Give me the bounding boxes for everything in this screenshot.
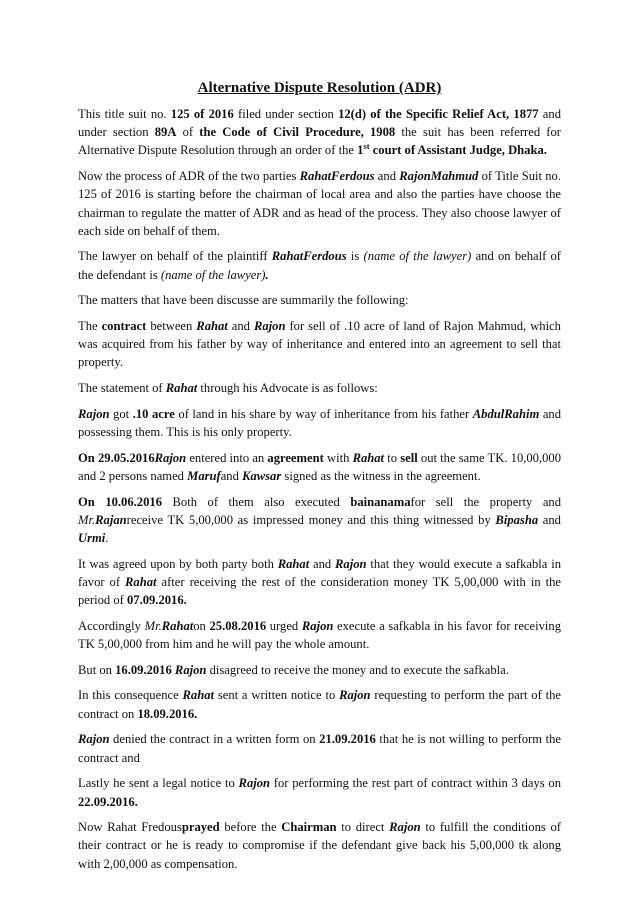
document-title: Alternative Dispute Resolution (ADR) xyxy=(197,80,442,96)
name-rajon: Rajon xyxy=(301,618,334,633)
name-rajon: Rajon xyxy=(154,450,187,465)
text: is xyxy=(346,249,364,264)
text: In this consequence xyxy=(78,688,183,703)
code-reference: the Code of Civil Procedure, 1908 xyxy=(199,125,396,140)
text: Now the process of ADR of the two parties xyxy=(78,169,300,184)
paragraph-matters-intro: The matters that have been discusse are summarily the following: xyxy=(78,293,409,308)
text: But on xyxy=(78,662,116,677)
text: urged xyxy=(266,618,302,633)
name-bipasha: Bipasha xyxy=(495,512,539,527)
paragraph-adr-process xyxy=(78,167,561,240)
text: The xyxy=(78,319,102,334)
text: . xyxy=(265,267,269,282)
paragraph-statement-intro xyxy=(78,379,561,397)
paragraph-agreement xyxy=(78,449,561,485)
paragraph-denied xyxy=(78,730,561,766)
text: entered into an xyxy=(186,450,268,465)
text: through his Advocate is as follows: xyxy=(197,381,378,396)
text: It was agreed upon by both party both xyxy=(78,556,278,571)
name-rahat: Rahat xyxy=(165,381,198,396)
name-rajon: Rajon xyxy=(174,662,207,677)
date: On 10.06.2016 xyxy=(78,494,162,509)
date: 07.09.2016. xyxy=(126,593,187,608)
name-rajon: Rajon xyxy=(339,688,371,703)
text: receive TK 5,00,000 as impressed money and this thing witnessed by xyxy=(126,512,496,527)
name-urmi: Urmi xyxy=(78,531,106,546)
name-rahat: Rahat xyxy=(196,319,228,334)
date: 22.09.2016. xyxy=(78,794,138,809)
name-rahat: Rahat xyxy=(277,556,310,571)
date: On 29.05.2016 xyxy=(78,450,155,465)
text: of xyxy=(176,125,200,140)
name-rajon: Rajon xyxy=(389,820,421,835)
name-rajon: Rajon xyxy=(78,406,110,421)
paragraph-prayer xyxy=(78,818,561,873)
text: for performing the rest part of contract within 3 days on xyxy=(270,776,561,791)
text: This title suit no. xyxy=(78,107,171,121)
text: The lawyer on behalf of the plaintiff xyxy=(78,249,272,264)
party-plaintiff: RahatFerdous xyxy=(271,249,347,264)
date: 16.09.2016 xyxy=(115,662,172,677)
defendant-lawyer-placeholder: (name of the lawyer) xyxy=(160,267,266,282)
text: Lastly he sent a legal notice to xyxy=(78,776,239,791)
keyword-sell: sell xyxy=(400,450,418,465)
text: execute a safkabla in his favor for receiving TK 5,00,000 from him and he will pay the whole amount. xyxy=(78,618,562,652)
text: for sell the property and xyxy=(410,494,562,509)
date: 18.09.2016. xyxy=(137,706,198,721)
party-plaintiff: RahatFerdous xyxy=(299,169,375,184)
text: and xyxy=(227,319,254,334)
text: out the same TK. 10,00,000 and 2 persons named xyxy=(78,450,562,483)
name-rahat: Rahat xyxy=(352,450,385,465)
name-maruf: Maruf xyxy=(187,468,221,483)
text: to xyxy=(384,450,401,465)
text: and xyxy=(220,468,243,483)
text: that he is not willing to perform the contract and xyxy=(78,732,561,765)
text: that they would execute a safkabla in favor of xyxy=(78,556,561,589)
paragraph-contract xyxy=(78,317,561,372)
text: disagreed to receive the money and to execute the safkabla. xyxy=(206,662,509,677)
name-rajon: Rajon xyxy=(238,776,271,791)
section-89a: 89A xyxy=(154,125,177,140)
name-rajon: Rajon xyxy=(335,556,367,571)
text: signed as the witness in the agreement. xyxy=(281,468,481,483)
keyword-contract: contract xyxy=(101,319,147,334)
paragraph-suit-referral xyxy=(78,105,561,160)
paragraph-safkabla-agreement xyxy=(78,555,561,610)
land-area: .10 acre xyxy=(132,406,175,421)
text: and xyxy=(309,556,336,571)
text: with xyxy=(323,450,353,465)
paragraph-lawyers xyxy=(78,247,561,283)
text: got xyxy=(109,406,133,421)
title-mr: Mr. xyxy=(144,618,162,633)
suit-number: 125 of 2016 xyxy=(170,107,234,121)
date: 25.08.2016 xyxy=(209,618,267,633)
text: . xyxy=(105,531,109,546)
paragraph-bainanama xyxy=(78,493,561,548)
text: Accordingly xyxy=(78,618,145,633)
name-rajon: Rajon xyxy=(253,319,286,334)
keyword-bainanama: bainanama xyxy=(350,494,411,509)
court-name: court of Assistant Judge, Dhaka. xyxy=(369,143,547,158)
text: between xyxy=(146,319,197,334)
name-rajan: Rajan xyxy=(95,512,127,527)
paragraph-urged xyxy=(78,617,561,653)
text: sent a written notice to xyxy=(214,688,340,703)
plaintiff-lawyer-placeholder: (name of the lawyer) xyxy=(363,249,472,264)
text: for sell of .10 acre of land of Rajon Mahmud, which was acquired from his father by way of inheritance and entered into an agreement to sell that property. xyxy=(78,319,561,370)
keyword-agreement: agreement xyxy=(267,450,324,465)
text: and under section xyxy=(78,107,561,140)
court-ordinal: st xyxy=(363,141,370,152)
paragraph-legal-notice xyxy=(78,774,561,810)
party-defendant: RajonMahmud xyxy=(399,169,479,184)
text: denied the contract in a written form on xyxy=(109,732,320,747)
name-father: AbdulRahim xyxy=(472,406,540,421)
name-rahat: Rahat xyxy=(182,688,214,703)
text: Both of them also executed xyxy=(162,494,351,509)
text: and xyxy=(538,512,561,527)
name-rahat: Rahat xyxy=(161,618,194,633)
date: 21.09.2016 xyxy=(319,732,376,747)
court-number: 1 xyxy=(357,143,364,158)
text: and possessing them. This is his only property. xyxy=(78,406,561,440)
paragraph-inheritance xyxy=(78,405,561,441)
keyword-chairman: Chairman xyxy=(281,820,337,835)
name-rahat: Rahat xyxy=(125,574,157,589)
title-mr: Mr. xyxy=(78,512,96,527)
text: before the xyxy=(219,820,282,835)
text: on xyxy=(193,618,210,633)
text: filed under section xyxy=(233,107,339,121)
text: of land in his share by way of inheritance from his father xyxy=(174,406,473,421)
text: to direct xyxy=(336,820,390,835)
keyword-prayed: prayed xyxy=(181,820,220,835)
paragraph-written-notice xyxy=(78,686,561,722)
text: and xyxy=(374,169,400,184)
text: and on behalf of the defendant is xyxy=(78,249,562,282)
paragraph-disagreed xyxy=(78,661,561,679)
text: Now Rahat Fredous xyxy=(78,820,182,835)
section-reference: 12(d) of the Specific Relief Act, 1877 xyxy=(338,107,539,121)
name-rajon: Rajon xyxy=(78,732,110,747)
text: requesting to perform the part of the contract on xyxy=(78,688,561,721)
text: of Title Suit no. 125 of 2016 is starting before the chairman of local area and also the parties have choose the chairman to regulate the matter of ADR and as head of the process. They also choose lawyer of each side on behalf of them. xyxy=(78,169,562,238)
text: after receiving the rest of the consideration money TK 5,00,000 with in the period of xyxy=(78,574,562,608)
text: to fulfill the conditions of their contract or he is ready to compromise if the defendant give back his 5,00,000 tk along with 2,00,000 as compensation. xyxy=(78,820,561,871)
name-kawsar: Kawsar xyxy=(242,468,282,483)
text: the suit has been referred for Alternative Dispute Resolution through an order of the xyxy=(78,125,561,158)
text: The statement of xyxy=(78,381,166,396)
